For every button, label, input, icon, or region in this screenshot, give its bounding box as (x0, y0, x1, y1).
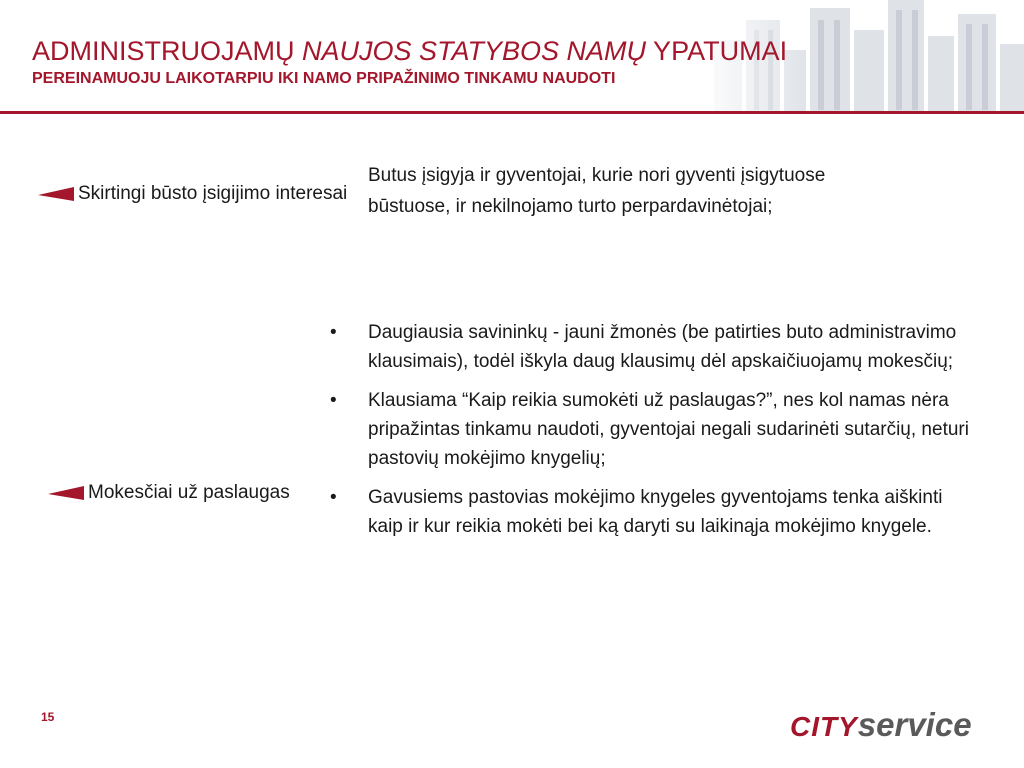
title-divider (0, 111, 1024, 114)
buyers-description: Butus įsigyja ir gyventojai, kurie nori gyventi įsigytuose būstuose, ir nekilnojamo turto perpardavinėtojai; (368, 165, 826, 217)
red-arrow-icon (38, 187, 74, 201)
bullet-icon: • (330, 322, 337, 343)
cityservice-logo (790, 705, 972, 747)
left-label-fees (48, 480, 298, 506)
list-item (320, 318, 980, 376)
fees-bullet-list (320, 318, 980, 551)
bullet-icon: • (330, 487, 337, 508)
left-label-fees-text: Mokesčiai už paslaugas (88, 482, 290, 503)
list-item (320, 483, 980, 541)
list-item (320, 386, 980, 473)
list-item-text: Gavusiems pastovias mokėjimo knygeles gyventojams tenka aiškinti kaip ir kur reikia mokėti bei ką daryti su laikinąja mokėjimo knygele. (368, 487, 943, 537)
logo-city-text: CITY (790, 711, 858, 742)
list-item-text: Daugiausia savininkų - jauni žmonės (be patirties buto administravimo klausimais), todėl iškyla daug klausimų dėl apskaičiuojamų mokesčių; (368, 322, 957, 372)
list-item-text: Klausiama “Kaip reikia sumokėti už paslaugas?”, nes kol namas nėra pripažintas tinkamu naudoti, gyventojai negali sudarinėti sutarčių, neturi pastovių mokėjimo knygelių; (368, 390, 969, 469)
title-part-3: YPATUMAI (646, 36, 788, 66)
bullet-icon: • (330, 390, 337, 411)
left-label-interests (38, 181, 348, 207)
page-number: 15 (41, 710, 55, 724)
logo-service-text: service (857, 706, 972, 743)
title-part-1: ADMINISTRUOJAMŲ (32, 36, 302, 66)
title-part-2-italic: NAUJOS STATYBOS NAMŲ (302, 36, 647, 66)
slide-title-block (32, 36, 932, 90)
slide-title (32, 36, 932, 66)
red-arrow-icon (48, 486, 84, 500)
slide-subtitle: PEREINAMUOJU LAIKOTARPIU IKI NAMO PRIPAŽINIMO TINKAMU NAUDOTI (32, 70, 616, 87)
left-label-interests-text: Skirtingi būsto įsigijimo interesai (78, 183, 348, 204)
